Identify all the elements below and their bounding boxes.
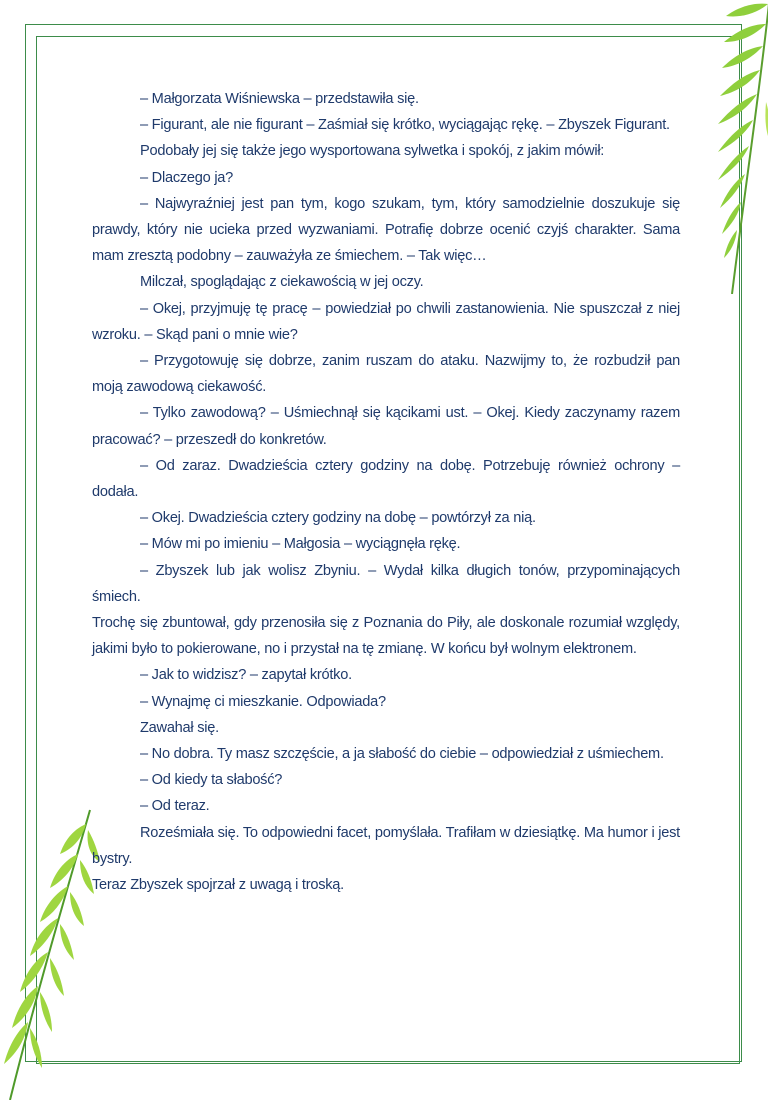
fern-leaf-top-right-icon — [692, 0, 768, 294]
paragraph: – Wynajmę ci mieszkanie. Odpowiada? — [140, 693, 386, 710]
paragraph: – Jak to widzisz? – zapytał krótko. — [140, 667, 352, 684]
paragraph: – Okej. Dwadzieścia cztery godziny na dobę – powtórzył za nią. — [140, 510, 536, 527]
paragraph: – Od zaraz. Dwadzieścia cztery godziny na dobę. Potrzebuję również ochrony – dodała. — [92, 457, 680, 501]
paragraph: – Zbyszek lub jak wolisz Zbyniu. – Wydał kilka długich tonów, przypominających śmiech. — [92, 562, 680, 605]
paragraph: Teraz Zbyszek spojrzał z uwagą i troską. — [92, 877, 344, 894]
paragraph: – Małgorzata Wiśniewska – przedstawiła się. — [140, 91, 419, 107]
paragraph: Roześmiała się. To odpowiedni facet, pomyślała. Trafiłam w dziesiątkę. Ma humor i jest bystry. — [92, 824, 680, 867]
paragraph: – Od kiedy ta słabość? — [140, 772, 283, 789]
paragraph: – Najwyraźniej jest pan tym, kogo szukam, tym, który samodzielnie doszukuje się prawdy, który nie ucieka przed wyzwaniami. Potrafię dobrze ocenić czyjś charakter. Sama mam zresztą podobny – zauważyła ze śmiechem. – Tak więc… — [92, 195, 680, 265]
paragraph: Podobały jej się także jego wysportowana sylwetka i spokój, z jakim mówił: — [140, 143, 605, 160]
document-body — [92, 86, 680, 898]
paragraph: – Mów mi po imieniu – Małgosia – wyciągnęła rękę. — [140, 536, 461, 553]
paragraph: – Od teraz. — [140, 798, 210, 815]
paragraph: – Tylko zawodową? – Uśmiechnął się kącikami ust. – Okej. Kiedy zaczynamy razem pracować? – przeszedł do konkretów. — [92, 405, 680, 448]
paragraph: – Dlaczego ja? — [140, 169, 234, 186]
paragraph: – Przygotowuję się dobrze, zanim ruszam do ataku. Nazwijmy to, że rozbudził pan moją zawodową ciekawość. — [92, 353, 680, 396]
paragraph: – No dobra. Ty masz szczęście, a ja słabość do ciebie – odpowiedział z uśmiechem. — [140, 746, 664, 763]
paragraph: – Okej, przyjmuję tę pracę – powiedział po chwili zastanowienia. Nie spuszczał z niej wzroku. – Skąd pani o mnie wie? — [92, 300, 680, 343]
paragraph: – Figurant, ale nie figurant – Zaśmiał się krótko, wyciągając rękę. – Zbyszek Figurant. — [140, 117, 670, 134]
paragraph: Trochę się zbuntował, gdy przenosiła się z Poznania do Piły, ale doskonale rozumiał względy, jakimi było to pokierowane, no i przystał na tę zmianę. W końcu był wolnym elektronem. — [92, 615, 680, 658]
paragraph: Milczał, spoglądając z ciekawością w jej oczy. — [140, 274, 424, 291]
paragraph: Zawahał się. — [140, 719, 219, 736]
